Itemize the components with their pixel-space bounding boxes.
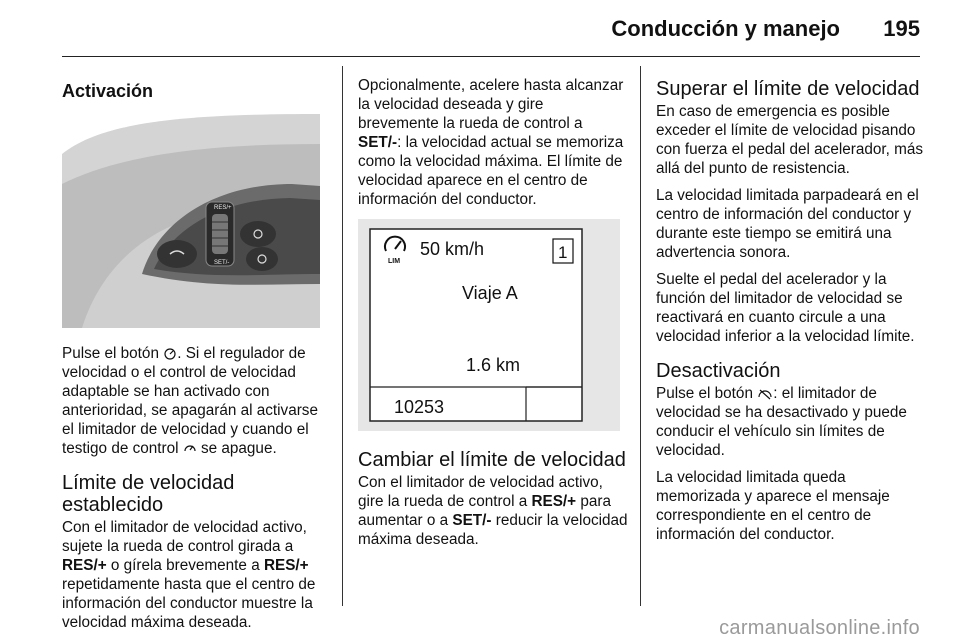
heading-cambiar-limite: Cambiar el límite de velocidad	[358, 449, 626, 471]
header-divider	[62, 56, 920, 57]
column-2	[358, 70, 628, 549]
trip-label: Viaje A	[462, 283, 518, 303]
accelerate-text: Opcionalmente, acelere hasta alcanzar la velocidad deseada y gire brevemente la rueda de control a SET/-: la velocidad actual se memoriza como la velocidad máxima. El límite de velocidad aparece en el centro de información del conductor.	[358, 77, 624, 208]
memorized-text: La velocidad limitada queda memorizada y aparece el mensaje correspondiente en el centro de información del conductor.	[656, 469, 890, 543]
cruise-control-indicator-icon	[183, 441, 197, 455]
speed-limiter-icon	[163, 346, 177, 360]
trip-distance: 1.6 km	[466, 355, 521, 375]
odometer-value: 10253	[394, 397, 445, 417]
chapter-title: Conducción y manejo	[611, 16, 840, 41]
heading-activacion: Activación	[62, 81, 154, 101]
set-label: SET/-	[214, 260, 230, 266]
column-divider-2	[640, 66, 641, 606]
deactivate-text: Pulse el botón : el limitador de velocidad se ha desactivado y puede conducir el vehículo sin límites de velocidad.	[656, 385, 907, 459]
steering-wheel-illustration	[62, 114, 320, 328]
reactivate-text: Suelte el pedal del acelerador y la función del limitador de velocidad se reactivará en cuanto circule a una velocidad inferior a la velocidad límite.	[656, 271, 915, 345]
column-1	[62, 70, 334, 632]
set-limit-text: Con el limitador de velocidad activo, sujete la rueda de control girada a RES/+ o gírela brevemente a RES/+ repetidamente hasta que el centro de información del conductor muestre la velocidad máxima deseada.	[62, 519, 316, 631]
page-badge: 1	[558, 243, 568, 262]
change-limit-text: Con el limitador de velocidad activo, gire la rueda de control a RES/+ para aumentar o a SET/- reducir la velocidad máxima deseada.	[358, 474, 628, 548]
page-number: 195	[883, 16, 920, 41]
page-header	[0, 0, 960, 58]
heading-desactivacion: Desactivación	[656, 360, 781, 382]
column-divider-1	[342, 66, 343, 606]
flash-warning-text: La velocidad limitada parpadeará en el centro de información del conductor y durante este tiempo se emitirá una advertencia sonora.	[656, 187, 919, 261]
limiter-off-icon	[757, 388, 773, 400]
column-3	[656, 70, 926, 544]
exceed-text: En caso de emergencia es posible exceder el límite de velocidad pisando con fuerza el pedal del acelerador, más allá del punto de resistencia.	[656, 103, 924, 177]
heading-superar-limite: Superar el límite de velocidad	[656, 78, 920, 100]
watermark: carmanualsonline.info	[719, 617, 920, 639]
driver-info-display	[358, 219, 620, 431]
res-label: RES/+	[214, 205, 232, 211]
speed-value: 50 km/h	[420, 239, 485, 259]
activation-text: Pulse el botón . Si el regulador de velocidad o el control de velocidad adaptable se han activado con anterioridad, se apagarán al activarse el limitador de velocidad y cuando el testigo de control se apague.	[62, 345, 318, 457]
lim-label: LIM	[388, 258, 401, 265]
heading-limite-establecido: Límite de velocidad establecido	[62, 472, 235, 516]
